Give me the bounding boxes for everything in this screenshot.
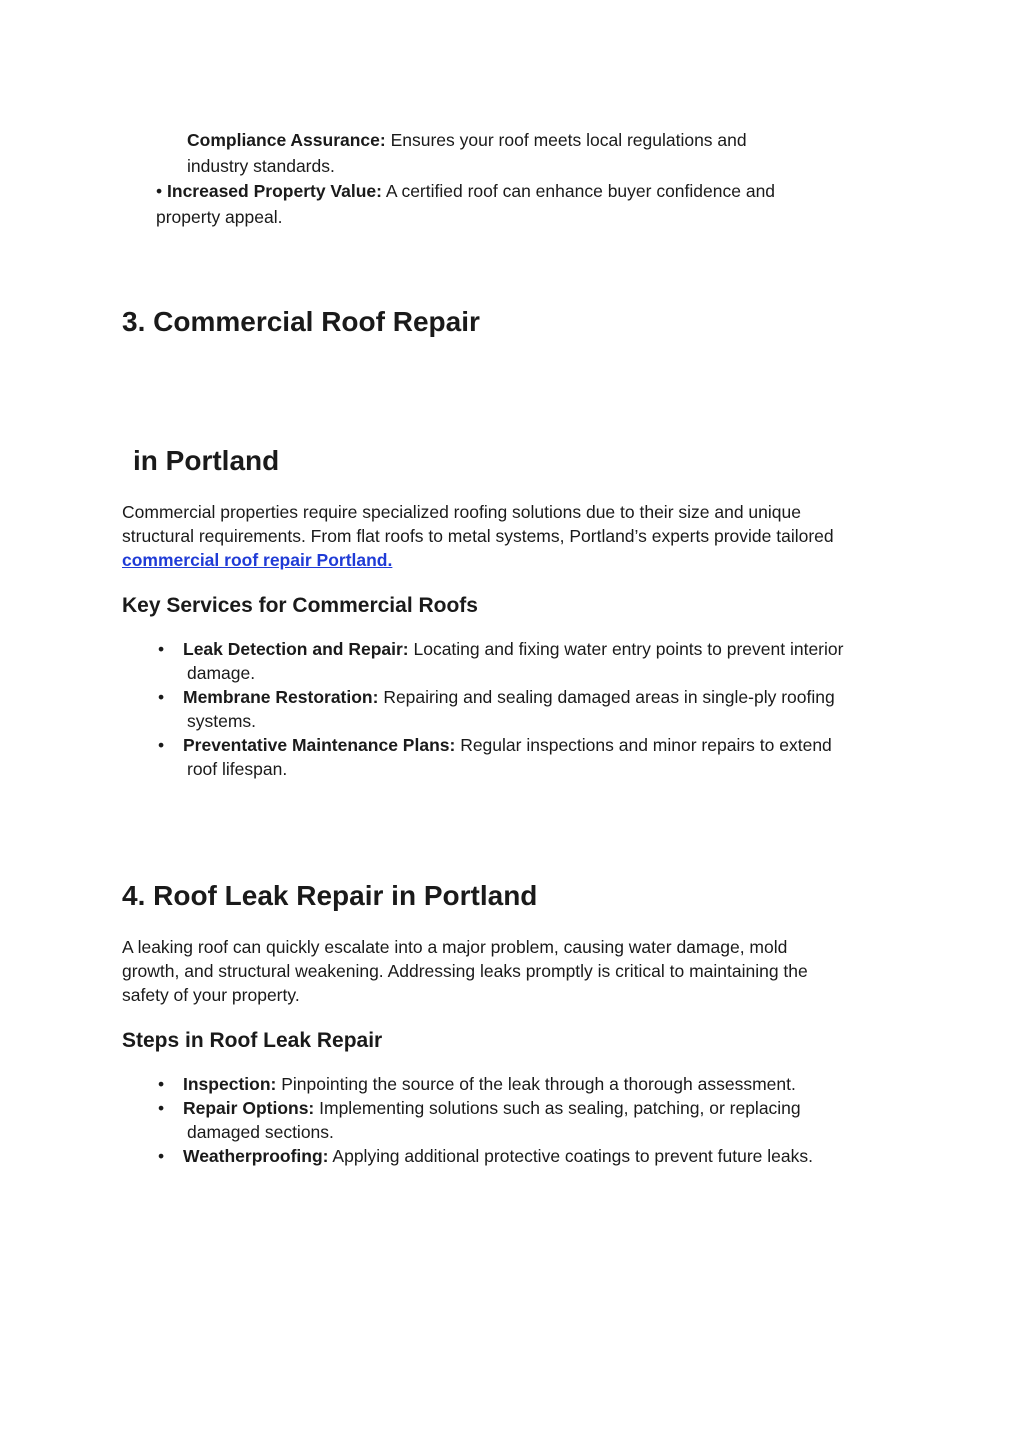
bullet: • [158,639,165,659]
list-item [183,1096,801,1120]
section4-paragraph-line2: growth, and structural weakening. Addressing leaks promptly is critical to maintaining the [122,961,808,981]
list-item-text: Repairing and sealing damaged areas in single-ply roofing [378,687,835,707]
list-item [183,685,835,709]
property-value-text-continued: property appeal. [156,207,283,227]
list-item-continued: roof lifespan. [187,759,288,779]
list-item-label: Membrane Restoration: [183,687,379,707]
bullet: • [158,1098,165,1118]
bullet: • [158,687,165,707]
list-item-continued: systems. [187,711,257,731]
list-item-label: Weatherproofing: [183,1146,329,1166]
section3-paragraph-line3 [122,548,392,572]
property-value-text: A certified roof can enhance buyer confidence and [381,181,776,201]
list-item [183,1144,813,1168]
compliance-text-continued: industry standards. [187,156,335,176]
section4-heading: 4. Roof Leak Repair in Portland [122,880,538,911]
section3-subheading: Key Services for Commercial Roofs [122,594,478,617]
commercial-roof-repair-link[interactable]: commercial roof repair Portland [122,550,388,570]
bullet: • [158,1074,165,1094]
section4-paragraph-line1: A leaking roof can quickly escalate into a major problem, causing water damage, mold [122,937,788,957]
compliance-text: Ensures your roof meets local regulations and [385,130,747,150]
list-item-label: Preventative Maintenance Plans: [183,735,456,755]
list-item [183,1072,796,1096]
list-item-text: Regular inspections and minor repairs to extend [455,735,832,755]
property-value-label: Increased Property Value: [167,181,382,201]
list-item-text: Pinpointing the source of the leak through a thorough assessment. [276,1074,796,1094]
section3-paragraph-line1: Commercial properties require specialized roofing solutions due to their size and unique [122,502,801,522]
compliance-item [187,128,747,152]
list-item-continued: damaged sections. [187,1122,334,1142]
bullet: • [156,181,163,201]
section3-heading: 3. Commercial Roof Repair [122,306,480,337]
list-item-text: Implementing solutions such as sealing, patching, or replacing [314,1098,801,1118]
list-item-label: Leak Detection and Repair: [183,639,409,659]
list-item-text: Applying additional protective coatings to prevent future leaks. [328,1146,813,1166]
list-item-label: Inspection: [183,1074,277,1094]
section3-paragraph-line2: structural requirements. From flat roofs to metal systems, Portland’s experts provide tailored [122,526,834,546]
list-item-text: Locating and fixing water entry points to prevent interior [408,639,844,659]
section3-heading-continued: in Portland [133,445,280,476]
section4-subheading: Steps in Roof Leak Repair [122,1029,383,1052]
list-item-label: Repair Options: [183,1098,315,1118]
section4-paragraph-line3: safety of your property. [122,985,300,1005]
property-value-item [156,179,775,203]
compliance-label: Compliance Assurance: [187,130,386,150]
list-item [183,637,843,661]
link-trailing-period: . [387,550,393,570]
bullet: • [158,1146,165,1166]
list-item [183,733,832,757]
bullet: • [158,735,165,755]
list-item-continued: damage. [187,663,256,683]
